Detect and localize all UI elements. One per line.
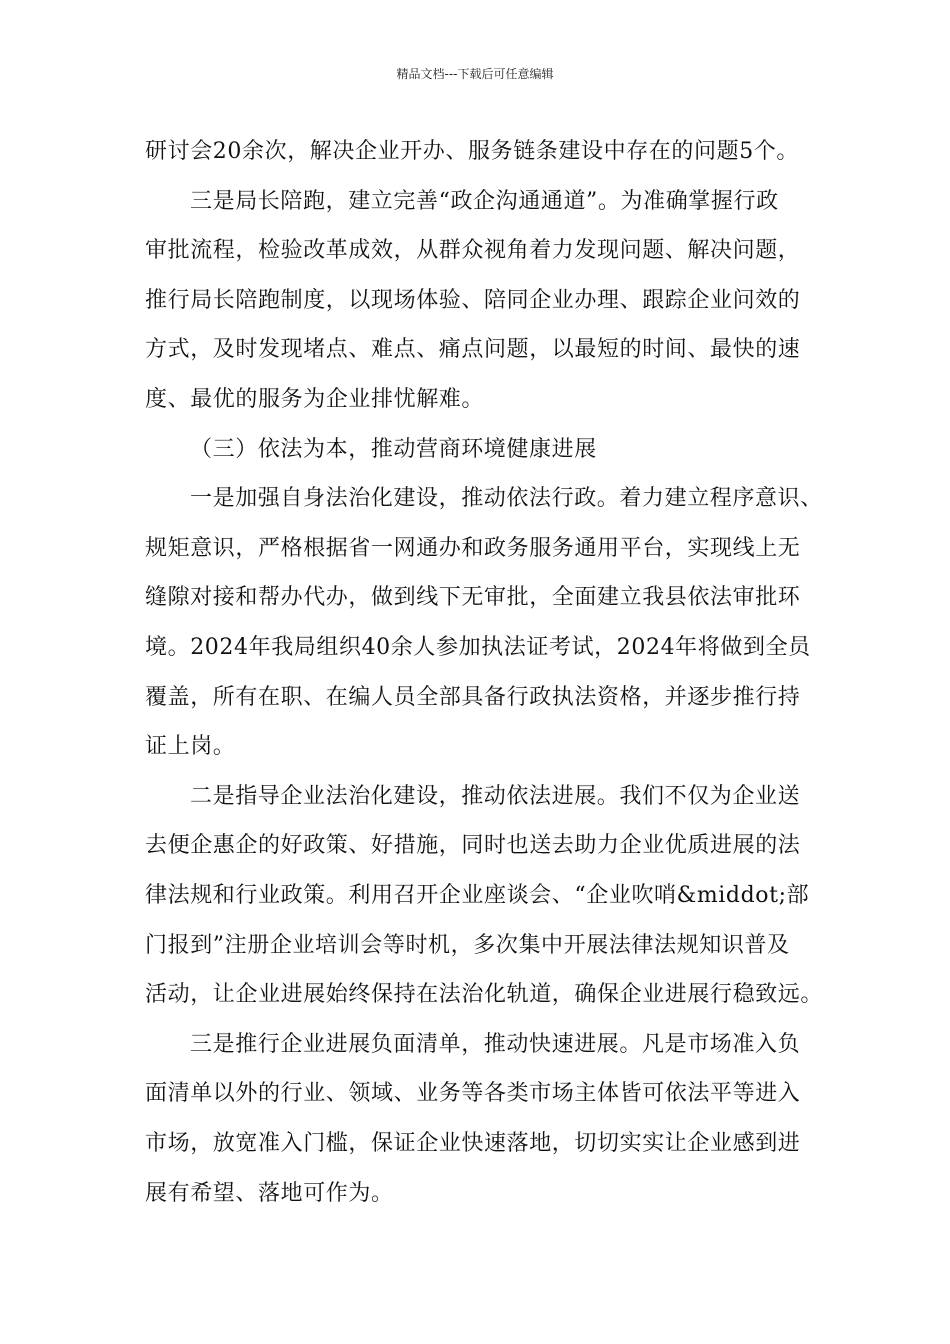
text-line: 二是指导企业法治化建设，推动依法进展。我们不仅为企业送 (190, 783, 801, 809)
text-line: 推行局长陪跑制度，以现场体验、陪同企业办理、跟踪企业问效的 (145, 287, 801, 313)
text-line: 市场，放宽准入门槛，保证企业快速落地，切切实实让企业感到进 (145, 1131, 801, 1156)
text-line: 律法规和行业政策。利用召开企业座谈会、“企业吹哨&middot;部 (145, 883, 810, 908)
text-line: 面清单以外的行业、领域、业务等各类市场主体皆可依法平等进入 (145, 1081, 801, 1107)
text-line: 去便企惠企的好政策、好措施，同时也送去助力企业优质进展的法 (145, 833, 801, 859)
page-header: 精品文档---下载后可任意编辑 (396, 67, 554, 81)
text-line: 门报到”注册企业培训会等时机，多次集中开展法律法规知识普及 (145, 932, 790, 958)
text-line: 审批流程，检验改革成效，从群众视角着力发现问题、解决问题， (145, 238, 801, 264)
text-line: 规矩意识，严格根据省一网通办和政务服务通用平台，实现线上无 (145, 535, 801, 561)
text-line: 一是加强自身法治化建设，推动依法行政。着力建立程序意识、 (190, 486, 823, 512)
text-line: 三是推行企业进展负面清单，推动快速进展。凡是市场准入负 (190, 1031, 801, 1057)
text-line: 活动，让企业进展始终保持在法治化轨道，确保企业进展行稳致远。 (145, 982, 824, 1008)
text-line: 度、最优的服务为企业排忧解难。 (145, 387, 485, 412)
text-line: 三是局长陪跑，建立完善“政企沟通通道”。为准确掌握行政 (190, 188, 779, 214)
text-line: 覆盖，所有在职、在编人员全部具备行政执法资格，并逐步推行持 (145, 684, 801, 710)
section-heading: （三）依法为本，推动营商环境健康进展 (190, 436, 597, 462)
text-line: 研讨会20余次，解决企业开办、服务链条建设中存在的问题5个。 (145, 139, 799, 164)
text-line: 缝隙对接和帮办代办，做到线下无审批，全面建立我县依法审批环 (145, 585, 801, 611)
text-line: 方式，及时发现堵点、难点、痛点问题，以最短的时间、最快的速 (145, 337, 801, 363)
text-line: 证上岗。 (145, 734, 236, 760)
text-line: 境。2024年我局组织40余人参加执法证考试，2024年将做到全员 (145, 635, 811, 660)
text-line: 展有希望、落地可作为。 (145, 1180, 394, 1206)
